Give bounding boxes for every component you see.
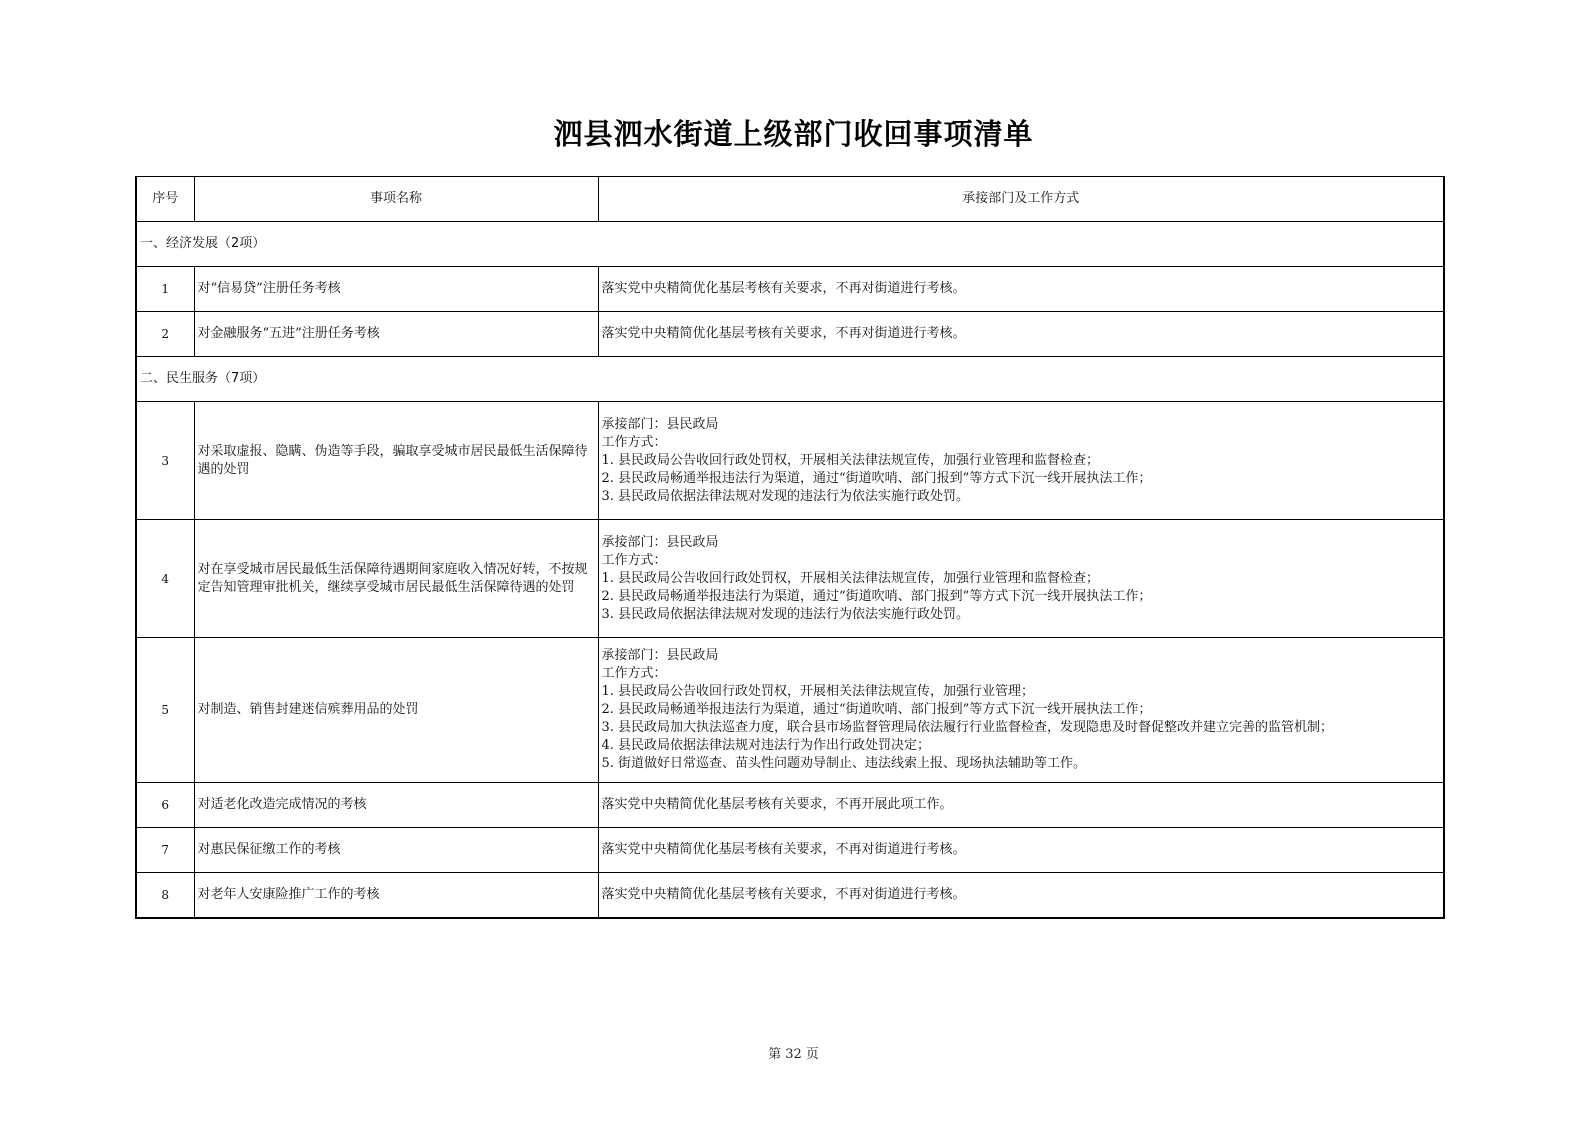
item-name: 对“信易贷”注册任务考核 bbox=[194, 267, 598, 312]
row-number: 8 bbox=[136, 873, 194, 919]
dept-line: 承接部门：县民政局 bbox=[601, 416, 719, 432]
dept-line: 3. 县民政局依据法律法规对发现的违法行为依法实施行政处罚。 bbox=[601, 606, 970, 622]
item-name: 对金融服务“五进”注册任务考核 bbox=[194, 312, 598, 357]
table-row bbox=[136, 312, 1444, 357]
dept-line: 2. 县民政局畅通举报违法行为渠道，通过“街道吹哨、部门报到”等方式下沉一线开展执法工作； bbox=[601, 702, 1152, 717]
section-label: 一、经济发展（2项） bbox=[136, 222, 1444, 267]
dept-cell bbox=[598, 312, 1444, 357]
table-row bbox=[136, 267, 1444, 312]
items-table bbox=[135, 176, 1445, 919]
item-name: 对采取虚报、隐瞒、伪造等手段，骗取享受城市居民最低生活保障待遇的处罚 bbox=[194, 402, 598, 520]
table-row bbox=[136, 828, 1444, 873]
header-no: 序号 bbox=[136, 177, 194, 222]
row-number: 4 bbox=[136, 520, 194, 638]
row-number: 6 bbox=[136, 783, 194, 828]
dept-cell bbox=[598, 873, 1444, 919]
dept-cell bbox=[598, 402, 1444, 520]
dept-cell bbox=[598, 267, 1444, 312]
dept-line: 5. 街道做好日常巡查、苗头性问题劝导制止、违法线索上报、现场执法辅助等工作。 bbox=[601, 756, 1087, 771]
row-number: 1 bbox=[136, 267, 194, 312]
item-name: 对在享受城市居民最低生活保障待遇期间家庭收入情况好转，不按规定告知管理审批机关，继续享受城市居民最低生活保障待遇的处罚 bbox=[194, 520, 598, 638]
item-name: 对惠民保征缴工作的考核 bbox=[194, 828, 598, 873]
item-name: 对适老化改造完成情况的考核 bbox=[194, 783, 598, 828]
item-name: 对老年人安康险推广工作的考核 bbox=[194, 873, 598, 919]
dept-line: 工作方式： bbox=[601, 666, 667, 681]
row-number: 7 bbox=[136, 828, 194, 873]
page-title: 泗县泗水街道上级部门收回事项清单 bbox=[553, 117, 1034, 151]
header-name: 事项名称 bbox=[194, 177, 598, 222]
dept-line: 3. 县民政局加大执法巡查力度，联合县市场监督管理局依法履行行业监督检查，发现隐患及时督促整改并建立完善的监管机制； bbox=[601, 720, 1334, 735]
dept-line: 落实党中央精简优化基层考核有关要求，不再对街道进行考核。 bbox=[601, 326, 966, 341]
table-row bbox=[136, 783, 1444, 828]
dept-line: 4. 县民政局依据法律法规对违法行为作出行政处罚决定； bbox=[601, 738, 931, 753]
dept-line: 落实党中央精简优化基层考核有关要求，不再对街道进行考核。 bbox=[601, 842, 966, 857]
table-row bbox=[136, 520, 1444, 638]
table-header-row bbox=[136, 177, 1444, 222]
dept-line: 1. 县民政局公告收回行政处罚权，开展相关法律法规宣传，加强行业管理和监督检查； bbox=[601, 452, 1100, 468]
dept-line: 3. 县民政局依据法律法规对发现的违法行为依法实施行政处罚。 bbox=[601, 488, 970, 504]
dept-line: 1. 县民政局公告收回行政处罚权，开展相关法律法规宣传，加强行业管理； bbox=[601, 684, 1035, 699]
item-name: 对制造、销售封建迷信殡葬用品的处罚 bbox=[194, 638, 598, 783]
header-dept: 承接部门及工作方式 bbox=[598, 177, 1444, 222]
dept-line: 1. 县民政局公告收回行政处罚权，开展相关法律法规宣传，加强行业管理和监督检查； bbox=[601, 570, 1100, 586]
dept-line: 工作方式： bbox=[601, 434, 667, 450]
dept-cell bbox=[598, 828, 1444, 873]
dept-line: 承接部门：县民政局 bbox=[601, 648, 719, 663]
table-row bbox=[136, 638, 1444, 783]
row-number: 2 bbox=[136, 312, 194, 357]
dept-line: 承接部门：县民政局 bbox=[601, 534, 719, 550]
dept-cell bbox=[598, 783, 1444, 828]
table-row bbox=[136, 402, 1444, 520]
dept-line: 2. 县民政局畅通举报违法行为渠道，通过“街道吹哨、部门报到”等方式下沉一线开展执法工作； bbox=[601, 470, 1152, 486]
table-row bbox=[136, 873, 1444, 919]
dept-line: 落实党中央精简优化基层考核有关要求，不再对街道进行考核。 bbox=[601, 887, 966, 902]
dept-cell bbox=[598, 520, 1444, 638]
page-number: 第 32 页 bbox=[768, 1047, 819, 1062]
row-number: 5 bbox=[136, 638, 194, 783]
dept-line: 落实党中央精简优化基层考核有关要求，不再对街道进行考核。 bbox=[601, 281, 966, 296]
section-row-economic bbox=[136, 222, 1444, 267]
row-number: 3 bbox=[136, 402, 194, 520]
dept-line: 落实党中央精简优化基层考核有关要求，不再开展此项工作。 bbox=[601, 797, 953, 812]
dept-cell bbox=[598, 638, 1444, 783]
dept-line: 2. 县民政局畅通举报违法行为渠道，通过“街道吹哨、部门报到”等方式下沉一线开展执法工作； bbox=[601, 588, 1152, 604]
section-label: 二、民生服务（7项） bbox=[136, 357, 1444, 402]
dept-line: 工作方式： bbox=[601, 552, 667, 568]
section-row-livelihood bbox=[136, 357, 1444, 402]
